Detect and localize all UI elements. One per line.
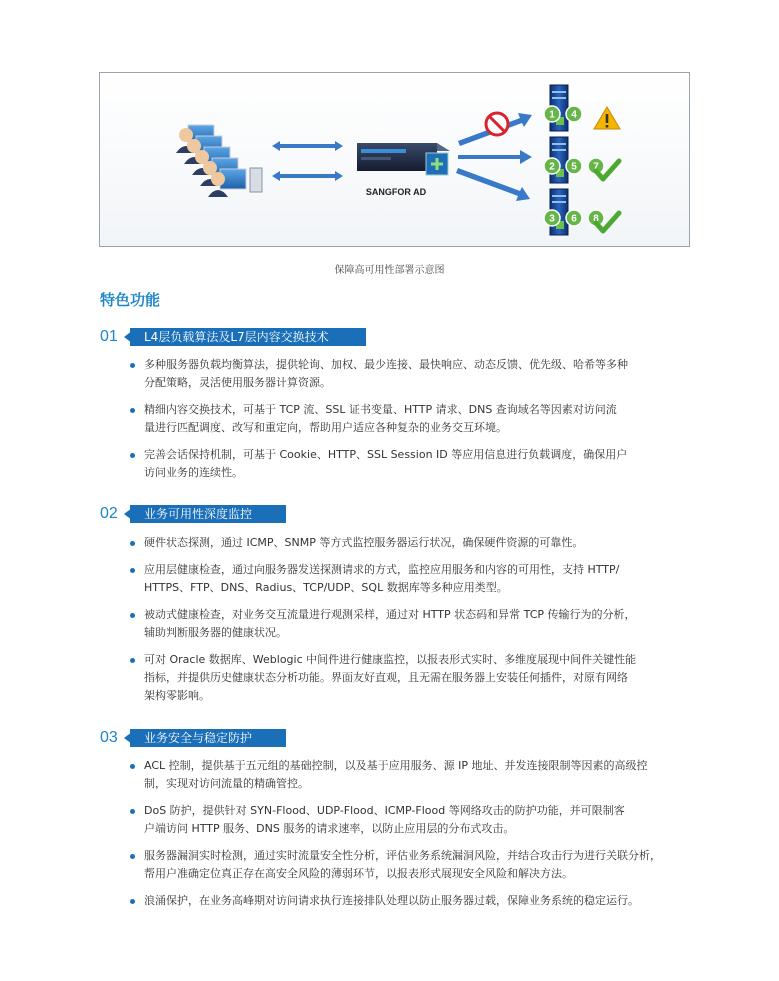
list-item-text: DoS 防护，提供针对 SYN-Flood、UDP-Flood、ICMP-Flood 等网络攻击的防护功能，并可限制客 [144, 804, 625, 817]
list-item-text: 帮用户准确定位真正存在高安全风险的薄弱环节，以报表形式展现安全风险和解决方法。 [144, 867, 573, 880]
list-item [130, 446, 695, 482]
server-number-badge [544, 106, 560, 122]
bullet-icon [130, 764, 135, 769]
list-item [130, 561, 695, 597]
list-item-text: 服务器漏洞实时检测，通过实时流量安全性分析，评估业务系统漏洞风险，并结合攻击行为进行关联分析， [144, 849, 661, 862]
list-item-text: 制，实现对访问流量的精确管控。 [144, 777, 309, 790]
page-title: 特色功能 [100, 291, 161, 309]
svg-text:3: 3 [549, 213, 555, 225]
svg-text:6: 6 [571, 213, 577, 225]
users-group-icon [176, 125, 262, 197]
svg-text:8: 8 [593, 213, 599, 225]
svg-text:1: 1 [549, 109, 555, 121]
list-item-text: 架构零影响。 [144, 689, 210, 702]
list-item-text: 完善会话保持机制，可基于 Cookie、HTTP、SSL Session ID 等应用信息进行负载调度，确保用户 [144, 448, 628, 461]
list-item [130, 802, 695, 838]
section-03-list [130, 757, 695, 919]
section-02-list [130, 534, 695, 714]
section-label: 业务可用性深度监控 [130, 505, 286, 523]
server-number-badge [544, 210, 560, 226]
server-number-badge [566, 158, 582, 174]
section-number: 02 [100, 505, 118, 522]
bullet-icon [130, 453, 135, 458]
section-label: L4层负载算法及L7层内容交换技术 [130, 328, 366, 346]
server-number-badge [566, 106, 582, 122]
list-item-text: 多种服务器负载均衡算法，提供轮询、加权、最少连接、最快响应、动态反馈、优先级、哈希等多种 [144, 358, 628, 371]
server-number-badge [566, 210, 582, 226]
blocked-icon [486, 113, 508, 135]
bullet-icon [130, 613, 135, 618]
list-item [130, 892, 695, 910]
list-item-text: 应用层健康检查，通过向服务器发送探测请求的方式，监控应用服务和内容的可用性，支持 HTTP/ [144, 563, 620, 576]
list-item [130, 757, 695, 793]
bullet-icon [130, 854, 135, 859]
list-item-text: HTTPS、FTP、DNS、Radius、TCP/UDP、SQL 数据库等多种应用类型。 [144, 581, 508, 594]
list-item-text: 分配策略，灵活使用服务器计算资源。 [144, 376, 331, 389]
svg-text:7: 7 [593, 161, 599, 173]
list-item-text: 可对 Oracle 数据库、Weblogic 中间件进行健康监控，以报表形式实时、多维度展现中间件关键性能 [144, 653, 637, 666]
svg-text:2: 2 [549, 161, 555, 173]
list-item-text: 硬件状态探测，通过 ICMP、SNMP 等方式监控服务器运行状况，确保硬件资源的可靠性。 [144, 536, 584, 549]
section-number: 03 [100, 729, 118, 746]
section-label: 业务安全与稳定防护 [130, 729, 286, 747]
diagram-svg [100, 73, 691, 248]
svg-text:5: 5 [571, 161, 577, 173]
section-marker-icon [124, 327, 132, 345]
bullet-icon [130, 408, 135, 413]
list-item-text: 被动式健康检查，对业务交互流量进行观测采样，通过对 HTTP 状态码和异常 TCP 传输行为的分析， [144, 608, 636, 621]
section-marker-icon [124, 504, 132, 522]
list-item-text: 精细内容交换技术，可基于 TCP 流、SSL 证书变量、HTTP 请求、DNS 查询域名等因素对访问流 [144, 403, 617, 416]
list-item-text: 户端访问 HTTP 服务、DNS 服务的请求速率，以防止应用层的分布式攻击。 [144, 822, 515, 835]
list-item [130, 847, 695, 883]
bullet-icon [130, 658, 135, 663]
list-item-text: 访问业务的连续性。 [144, 466, 243, 479]
server-number-badge [544, 158, 560, 174]
bullet-icon [130, 568, 135, 573]
list-item-text: 浪涌保护，在业务高峰期对访问请求执行连接排队处理以防止服务器过载，保障业务系统的稳定运行。 [144, 894, 639, 907]
list-item [130, 356, 695, 392]
list-item [130, 534, 695, 552]
section-marker-icon [124, 728, 132, 746]
bullet-icon [130, 363, 135, 368]
bullet-icon [130, 899, 135, 904]
list-item [130, 606, 695, 642]
list-item-text: 辅助判断服务器的健康状况。 [144, 626, 287, 639]
device-label: SANGFOR AD [365, 187, 427, 197]
bidirectional-arrows [272, 141, 343, 181]
diagram-caption: 保障高可用性部署示意图 [334, 265, 445, 276]
load-balancer-device-icon [357, 143, 450, 175]
list-item-text: 量进行匹配调度、改写和重定向，帮助用户适应各种复杂的业务交互环境。 [144, 421, 507, 434]
list-item [130, 401, 695, 437]
svg-text:4: 4 [571, 109, 577, 121]
section-number: 01 [100, 328, 118, 345]
deployment-diagram [99, 72, 690, 247]
section-01-list [130, 356, 695, 491]
bullet-icon [130, 541, 135, 546]
list-item-text: ACL 控制，提供基于五元组的基础控制，以及基于应用服务、源 IP 地址、并发连接限制等因素的高级控 [144, 759, 648, 772]
list-item-text: 指标，并提供历史健康状态分析功能。界面友好直观，且无需在服务器上安装任何插件，对原有网络 [144, 671, 628, 684]
warning-icon [594, 107, 620, 129]
bullet-icon [130, 809, 135, 814]
list-item [130, 651, 695, 705]
